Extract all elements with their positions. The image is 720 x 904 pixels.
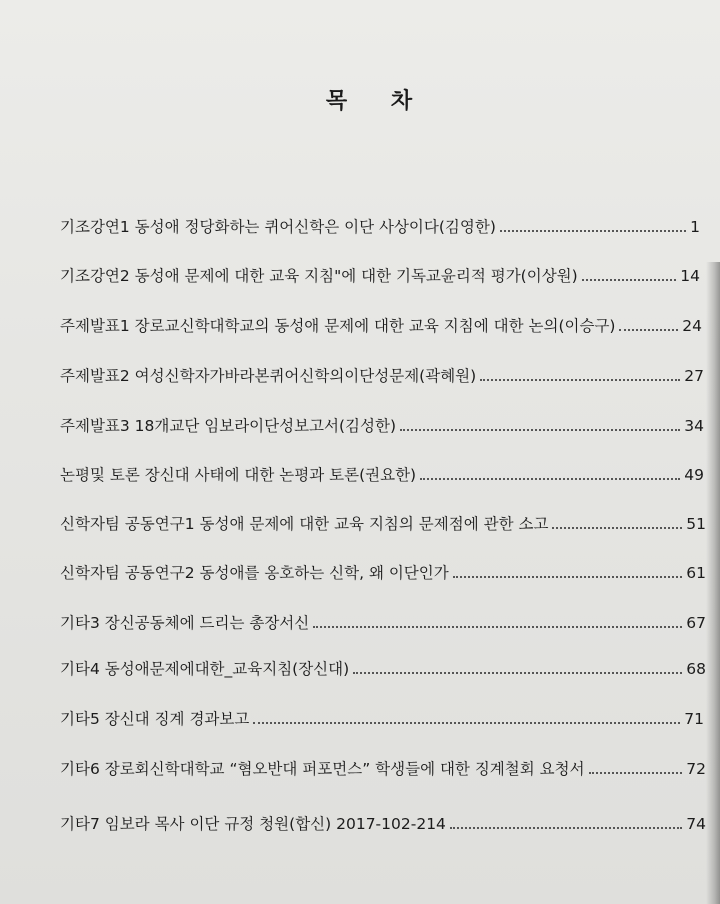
toc-entry-title: 주제발표1 장로교신학대학교의 동성애 문제에 대한 교육 지침에 대한 논의(이승구) [60,317,616,335]
toc-entry-title: 논평및 토론 장신대 사태에 대한 논평과 토론(권요한) [60,466,417,484]
toc-entry [60,811,706,837]
page-edge-shadow [706,262,720,904]
toc-dot-leader [619,329,678,331]
toc-entry-title: 기타6 장로회신학대학교 “혐오반대 퍼포먼스” 학생들에 대한 징계철회 요청서 [60,760,585,778]
toc-dot-leader [500,230,686,232]
toc-dot-leader [589,772,683,774]
toc-entry-title: 신학자팀 공동연구2 동성애를 옹호하는 신학, 왜 이단인가 [60,564,449,582]
toc-entry [60,560,706,586]
toc-dot-leader [480,379,680,381]
toc-entry-title: 기타5 장신대 징계 경과보고 [60,710,250,728]
toc-page-number: 1 [690,218,700,236]
toc-entry [60,610,706,636]
toc-entry [60,462,704,488]
toc-page-number: 24 [682,317,702,335]
toc-dot-leader [582,279,677,281]
toc-dot-leader [313,626,682,628]
toc-entry-title: 기타3 장신공동체에 드리는 총장서신 [60,614,310,632]
toc-dot-leader [552,527,682,529]
toc-page-number: 68 [686,660,706,678]
toc-entry [60,313,702,339]
toc-page-number: 49 [684,466,704,484]
toc-page-number: 27 [684,367,704,385]
toc-dot-leader [400,429,680,431]
toc-entry [60,756,706,782]
toc-entry [60,413,704,439]
page-title: 목 차 [325,88,431,114]
toc-entry-title: 주제발표3 18개교단 임보라이단성보고서(김성한) [60,417,397,435]
toc-page-number: 74 [686,815,706,833]
toc-dot-leader [420,478,680,480]
toc-page-number: 71 [684,710,704,728]
toc-page-number: 72 [686,760,706,778]
toc-entry [60,214,700,240]
toc-entry-title: 기타7 임보라 목사 이단 규정 청원(합신) 2017-102-214 [60,815,446,833]
toc-entry [60,511,706,537]
toc-entry [60,706,704,732]
toc-dot-leader [353,672,682,674]
toc-page-number: 14 [680,267,700,285]
toc-entry-title: 주제발표2 여성신학자가바라본퀴어신학의이단성문제(곽혜원) [60,367,477,385]
toc-entry-title: 기조강연1 동성애 정당화하는 퀴어신학은 이단 사상이다(김영한) [60,218,496,236]
toc-entry-title: 기타4 동성애문제에대한_교육지침(장신대) [60,660,350,678]
toc-dot-leader [450,827,682,829]
toc-entry-title: 기조강연2 동성애 문제에 대한 교육 지침"에 대한 기독교윤리적 평가(이상원) [60,267,578,285]
toc-entry-title: 신학자팀 공동연구1 동성애 문제에 대한 교육 지침의 문제점에 관한 소고 [60,515,549,533]
toc-entry [60,656,706,682]
toc-dot-leader [453,576,683,578]
toc-entry [60,363,704,389]
toc-dot-leader [253,722,680,724]
toc-entry [60,263,700,289]
toc-page-number: 51 [686,515,706,533]
toc-page-number: 61 [686,564,706,582]
toc-page-number: 67 [686,614,706,632]
toc-page-number: 34 [684,417,704,435]
